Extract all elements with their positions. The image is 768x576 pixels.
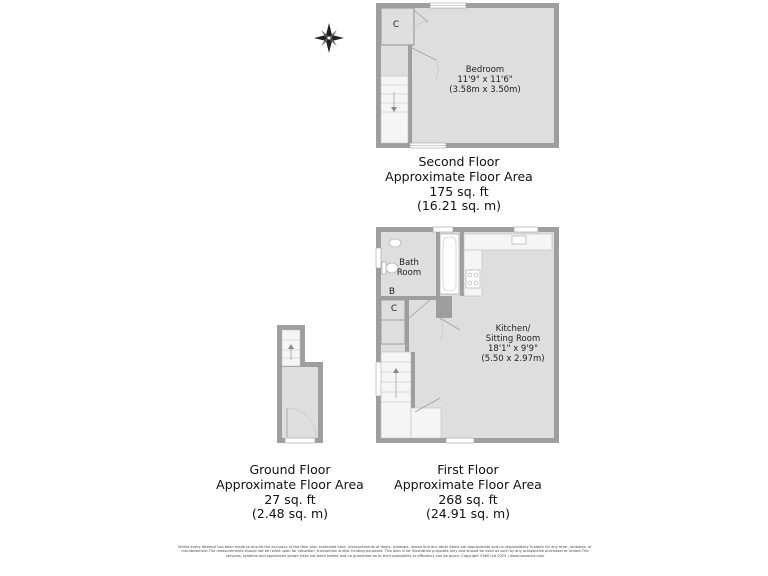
- bedroom-imperial: 11'9" x 11'6": [457, 75, 513, 86]
- ground-floor-plan: [277, 325, 323, 443]
- kitchen-sitting-room-label: [458, 324, 568, 364]
- ground-floor-area-sqft: 27 sq. ft: [264, 491, 316, 507]
- first-floor-area-sqft: 268 sq. ft: [438, 491, 498, 507]
- second-floor-caption: [369, 155, 549, 214]
- ground-floor-title: Ground Floor: [249, 462, 331, 477]
- kitchen-line1: Kitchen/: [495, 324, 531, 334]
- cupboard-label-second-floor: C: [392, 20, 400, 30]
- bedroom-name: Bedroom: [465, 65, 505, 75]
- bedroom-label: [425, 65, 545, 95]
- ground-floor-subtitle: Approximate Floor Area: [216, 476, 364, 492]
- bath-room-line2: Room: [396, 268, 422, 279]
- kitchen-metric: (5.50 x 2.97m): [481, 354, 545, 365]
- disclaimer-text: Whilst every attempt has been made to ensure the accuracy of the floor plan contained here, measurements of doors, windows, rooms and any other items are approximate and no responsibility is taken for any error, omission, or mis-statement.The measurements should not be relied upon for valuation, transaction and/or funding purposes. This plan is for illustrative purposes only and should be used as such by any prospective purchaser or tenant.The services, systems and appliances shown have not been tested and no guarantee as to their operability or efficiency can be given. Copyright V360 Ltd 2025 | www.houseviz.com: [178, 545, 592, 558]
- ground-floor-caption: [200, 463, 380, 522]
- kitchen-line2: Sitting Room: [485, 334, 541, 345]
- cupboard-label-first-floor: C: [390, 304, 398, 314]
- compass-icon: [314, 23, 344, 53]
- bath-room-line1: Bath: [399, 258, 419, 268]
- bath-room-label: [384, 258, 434, 278]
- first-floor-area-sqm: (24.91 sq. m): [425, 506, 511, 522]
- boiler-label: B: [388, 287, 396, 297]
- second-floor-title: Second Floor: [418, 154, 500, 169]
- kitchen-imperial: 18'1" x 9'9": [488, 344, 538, 355]
- first-floor-caption: [378, 463, 558, 522]
- second-floor-area-sqft: 175 sq. ft: [429, 183, 489, 199]
- second-floor-area-sqm: (16.21 sq. m): [416, 198, 502, 214]
- first-floor-title: First Floor: [437, 462, 499, 477]
- bedroom-metric: (3.58m x 3.50m): [449, 85, 521, 96]
- first-floor-subtitle: Approximate Floor Area: [394, 476, 542, 492]
- second-floor-subtitle: Approximate Floor Area: [385, 168, 533, 184]
- ground-floor-area-sqm: (2.48 sq. m): [251, 506, 329, 522]
